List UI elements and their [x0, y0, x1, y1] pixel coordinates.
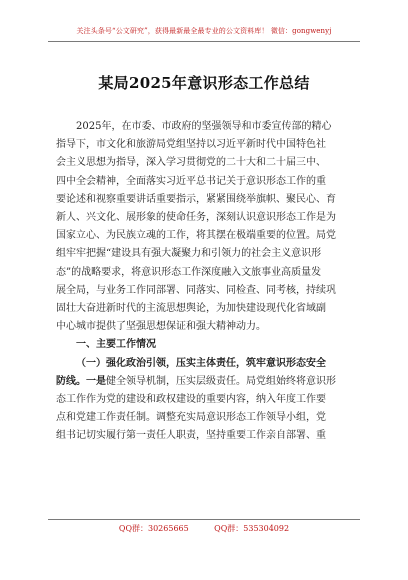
- point-label: 一是: [86, 375, 106, 387]
- intro-line: 指导下，市文化和旅游局党组坚持以习近平新时代中国特色社: [56, 139, 326, 151]
- header-divider: [48, 41, 360, 42]
- subsection-line: 组书记切实履行第一责任人职责，坚持重要工作亲自部署、重: [56, 430, 326, 442]
- intro-line: 会主义思想为指导，深入学习贯彻党的二十大和二十届三中、: [56, 157, 326, 169]
- subsection-paragraph: [56, 355, 356, 446]
- intro-line: 展全局，与业务工作同部署、同落实、同检查、同考核，持续巩: [56, 284, 336, 296]
- intro-paragraph: [56, 118, 356, 336]
- intro-line: 态”的战略要求，将意识形态工作深度融入文旅事业高质量发: [56, 266, 322, 278]
- subsection-heading-line: （一）强化政治引领，压实主体责任，筑牢意识形态安全: [76, 357, 326, 369]
- section-heading: 一、主要工作情况: [76, 339, 156, 351]
- subsection-line: 点和党建工作责任制。调整充实局意识形态工作领导小组，党: [56, 412, 326, 424]
- subsection-heading-continuation: [56, 373, 356, 391]
- point-text: 健全领导机制，压实层级责任。局党组始终将意识形: [106, 375, 336, 387]
- intro-line: 组牢牢把握“建设具有强大凝聚力和引领力的社会主义意识形: [56, 248, 322, 260]
- intro-line: 国家立心、为民族立魂的工作，将其摆在极端重要的位置。局党: [56, 230, 336, 242]
- intro-line: 2025年，在市委、市政府的坚强领导和市委宣传部的精心: [76, 121, 332, 132]
- intro-line: 要论述和视察重要讲话重要指示，紧紧围绕举旗帜、聚民心、育: [56, 193, 336, 205]
- document-body: [56, 118, 356, 446]
- intro-line: 中心城市提供了坚强思想保证和强大精神动力。: [56, 321, 266, 333]
- intro-line: 四中全会精神，全面落实习近平总书记关于意识形态工作的重: [56, 175, 326, 187]
- header-promo-note: 关注头条号“公文研究”，获得最新最全最专业的公文资料库！ 微信：gongwenyj: [76, 27, 332, 35]
- subsection-heading-end: 防线。: [56, 375, 86, 387]
- subsection-line: 态工作作为党的建设和政权建设的重要内容，纳入年度工作要: [56, 394, 326, 406]
- intro-line: 固壮大奋进新时代的主流思想舆论，为加快建设现代化省域副: [56, 303, 326, 315]
- footer-divider: [48, 519, 360, 520]
- document-title: 某局2025年意识形态工作总结: [98, 74, 310, 92]
- footer-qq-groups: QQ群：30265665 QQ群：535304092: [118, 524, 290, 533]
- intro-line: 新人、兴文化、展形象的使命任务，深刻认识意识形态工作是为: [56, 212, 336, 224]
